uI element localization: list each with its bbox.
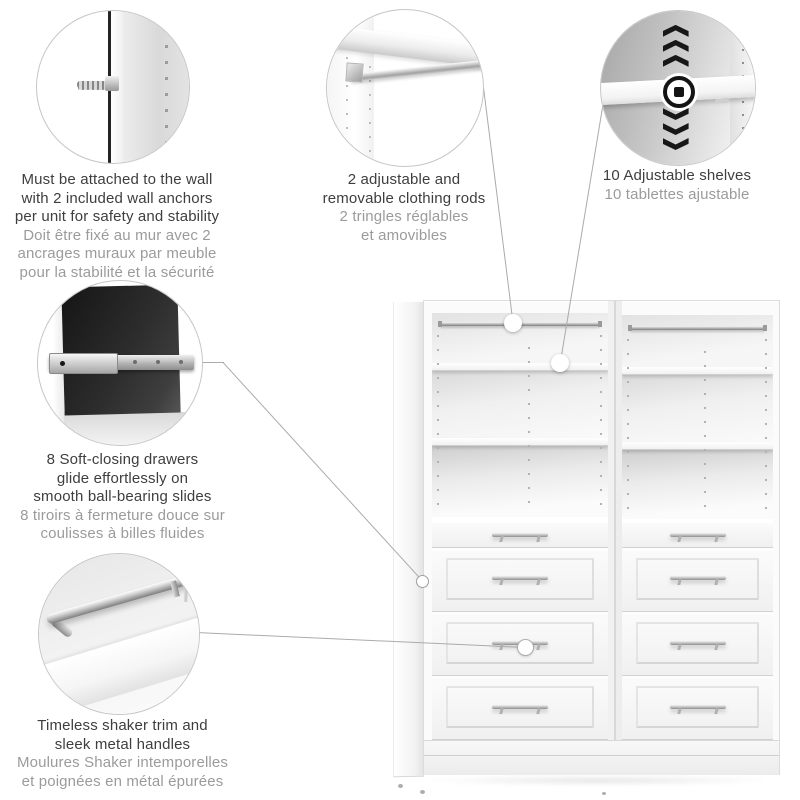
shelf-marker-dot xyxy=(551,354,569,372)
shelf xyxy=(432,438,608,446)
unit-divider-panel xyxy=(608,301,622,774)
drawer xyxy=(622,549,773,612)
chevron-up-icon xyxy=(663,55,689,67)
clothing-rod xyxy=(630,326,765,330)
rod-bracket xyxy=(345,62,363,82)
text-line: et amovibles xyxy=(360,226,447,244)
text-line: Moulures Shaker intemporelles xyxy=(16,754,229,772)
ball-bearing-slide-photo-icon xyxy=(37,280,203,446)
wall-anchor-photo-icon xyxy=(36,10,190,164)
text-line: Must be attached to the wall xyxy=(21,171,213,188)
shelf-slot xyxy=(715,99,729,103)
callout-en-text xyxy=(0,451,245,507)
callout-fr-text xyxy=(565,186,789,205)
drawer xyxy=(432,677,608,740)
compartment xyxy=(622,374,773,442)
chevron-down-icons xyxy=(663,108,689,150)
callout-en-text xyxy=(294,171,514,208)
text-line: Timeless shaker trim and xyxy=(37,717,208,734)
chevron-down-icon xyxy=(663,138,689,150)
text-line: 2 tringles réglables xyxy=(339,208,469,226)
callout-en-text xyxy=(5,171,229,227)
drawer-box-dark xyxy=(61,284,181,415)
callout-fr-text xyxy=(294,208,514,245)
text-line: Doit être fixé au mur avec 2 xyxy=(23,226,211,244)
ball-bearing-slide-icon xyxy=(49,355,193,370)
adjustable-shelf-photo-icon xyxy=(600,10,756,166)
text-line: with 2 included wall anchors xyxy=(21,189,213,207)
drawer-handle xyxy=(670,705,726,709)
drawer-handle xyxy=(670,641,726,645)
callout-text-drawer-slides xyxy=(0,451,245,544)
shelf-pin-holes xyxy=(437,335,439,511)
drawer xyxy=(432,549,608,612)
open-shelf-section-left xyxy=(432,313,608,517)
shelf-pin-holes xyxy=(627,339,629,515)
callout-fr-text xyxy=(0,754,245,791)
chevron-down-icon xyxy=(663,108,689,120)
text-line: coulisses à billes fluides xyxy=(40,525,205,543)
shelf-pin-holes xyxy=(528,347,530,507)
interior-panel xyxy=(123,11,189,163)
drawer xyxy=(432,522,608,548)
drawer xyxy=(622,522,773,548)
text-line: 8 Soft-closing drawers xyxy=(46,451,199,468)
cabinet-base xyxy=(424,740,779,775)
compartment xyxy=(432,370,608,438)
slide-hole xyxy=(133,360,137,364)
drawer-handle xyxy=(492,533,548,537)
clothing-rod-photo-icon xyxy=(326,9,484,167)
metal-handle-photo-icon xyxy=(38,553,200,715)
shelf-pin-holes xyxy=(600,335,602,511)
compartment xyxy=(432,445,608,517)
text-line: glide effortlessly on xyxy=(56,469,189,487)
text-line: sleek metal handles xyxy=(54,735,191,753)
drawer-handle xyxy=(670,576,726,580)
cabinet-front xyxy=(423,300,780,775)
chevron-up-icons xyxy=(663,25,689,67)
drawer-handle xyxy=(492,576,548,580)
shelf xyxy=(622,442,773,450)
text-line: 10 Adjustable shelves xyxy=(602,167,752,184)
compartment xyxy=(622,449,773,519)
rod-marker-dot xyxy=(504,314,522,332)
shelf xyxy=(622,367,773,375)
shelf-pin-holes xyxy=(165,29,168,148)
cabinet-foot xyxy=(602,792,606,795)
text-line: 10 tablettes ajustable xyxy=(604,185,750,203)
drawer-stack-left xyxy=(432,522,608,740)
text-line: et poignées en métal épurées xyxy=(21,772,224,790)
slide-hole xyxy=(179,360,183,364)
callout-fr-text xyxy=(5,227,229,283)
slide-hole xyxy=(156,360,160,364)
callout-en-text xyxy=(0,717,245,754)
wall-anchor-head xyxy=(105,76,119,91)
callout-en-text xyxy=(565,167,789,186)
chevron-up-icon xyxy=(663,25,689,37)
text-line: ancrages muraux par meuble xyxy=(17,245,217,263)
drawer xyxy=(622,677,773,740)
text-line: 2 adjustable and xyxy=(347,171,461,188)
callout-text-shelves xyxy=(565,167,789,204)
text-line: 8 tiroirs à fermeture douce sur xyxy=(20,506,225,524)
shelf-pin-holes xyxy=(704,351,706,509)
text-line: pour la stabilité et la sécurité xyxy=(19,263,215,281)
drawer xyxy=(622,613,773,676)
cabinet-side-panel xyxy=(393,302,424,778)
text-line: smooth ball-bearing slides xyxy=(33,488,212,506)
text-line: per unit for safety and stability xyxy=(14,208,220,226)
slide-marker-dot xyxy=(416,575,429,588)
callout-text-clothing-rods xyxy=(294,171,514,245)
cabinet-foot xyxy=(420,790,425,794)
callout-text-wall-anchor xyxy=(5,171,229,283)
drawer-handle xyxy=(492,705,548,709)
shelf-cam-lock-icon xyxy=(663,76,695,108)
shelf xyxy=(432,363,608,371)
text-line: removable clothing rods xyxy=(322,189,486,207)
open-shelf-section-right xyxy=(622,315,773,519)
shelf-pin-holes xyxy=(765,339,767,515)
callout-text-handles xyxy=(0,717,245,791)
callout-fr-text xyxy=(0,507,245,544)
wall-anchor-screw-icon xyxy=(77,81,109,90)
slide-inner-member xyxy=(49,353,117,374)
leader-line-slides-horizontal xyxy=(200,362,224,363)
closet-organizer-illustration xyxy=(393,300,780,778)
chevron-up-icon xyxy=(663,40,689,52)
chevron-down-icon xyxy=(663,123,689,135)
cabinet-foot xyxy=(398,784,403,788)
drawer-stack-right xyxy=(622,522,773,740)
drawer-handle xyxy=(670,533,726,537)
handle-marker-dot xyxy=(517,639,534,656)
compartment xyxy=(622,315,773,367)
